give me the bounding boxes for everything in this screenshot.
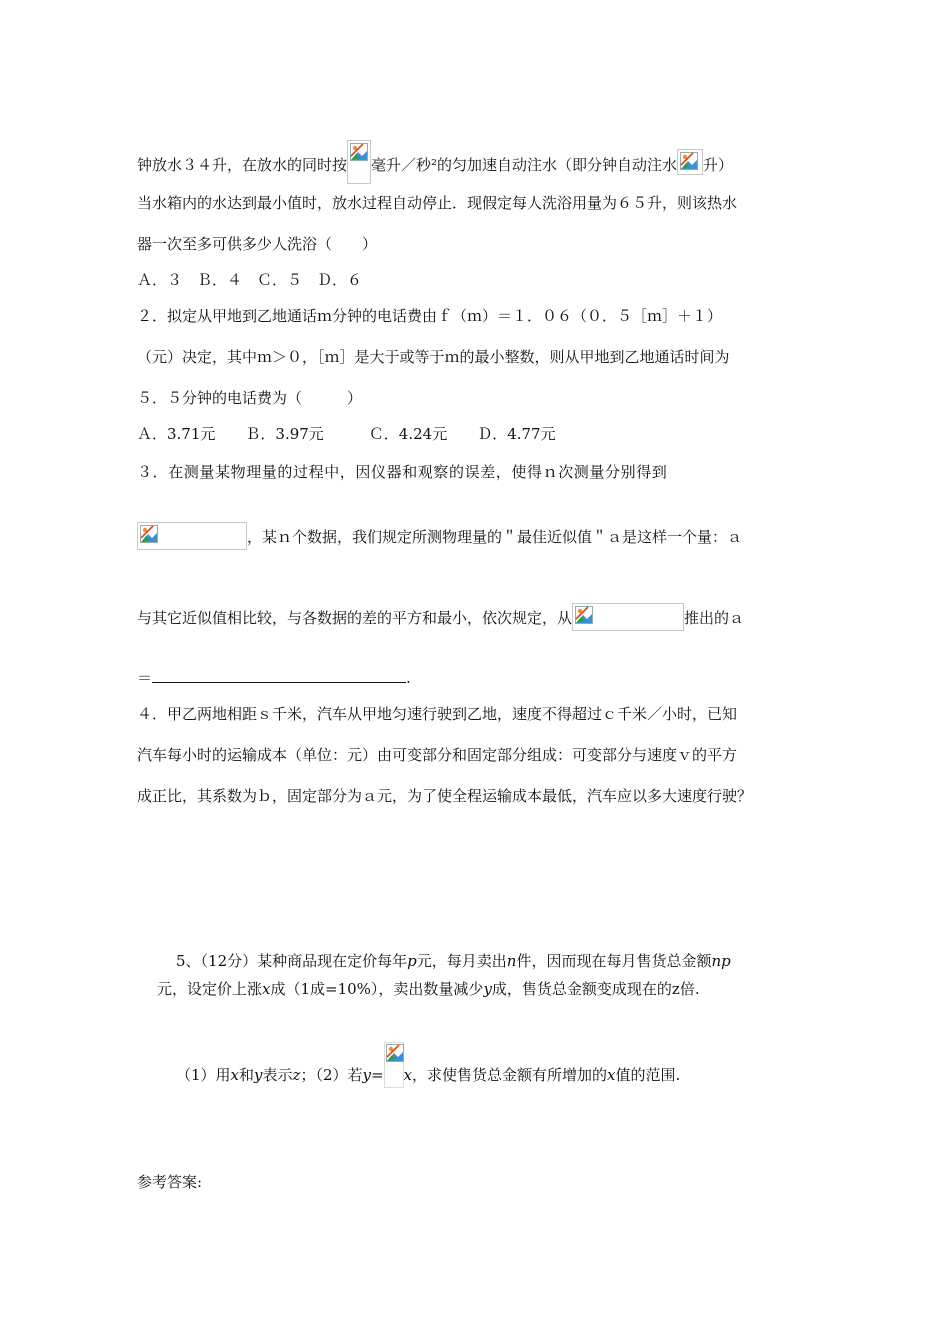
q3-line-1: ３．在测量某物理量的过程中，因仪器和观察的误差，使得ｎ次测量分别得到 (137, 463, 668, 481)
q3-line-4 (137, 668, 411, 688)
q1-line-1 (137, 140, 733, 184)
var-x: x (230, 1066, 240, 1084)
fraction-image (384, 1042, 404, 1088)
q3-line-3 (137, 603, 744, 631)
q5-text: ；（2）若 (300, 1066, 363, 1084)
var-z: z (292, 1066, 301, 1084)
var-x: x (262, 980, 271, 998)
formula-image (677, 149, 703, 175)
var-np: np (711, 952, 731, 970)
answer-title: 参考答案: (137, 1173, 203, 1191)
q5-line-3 (176, 1042, 680, 1088)
q5-text: （1）用 (176, 1066, 231, 1084)
formula-image (347, 140, 371, 184)
q3-line-2 (137, 522, 742, 550)
q5-text: ，求使售货总金额有所增加的 (412, 1066, 608, 1084)
q1-text-c: 升） (703, 156, 734, 174)
q5-line-1 (176, 951, 731, 971)
q2-line-2: （元）决定，其中ｍ＞０，［ｍ］是大于或等于ｍ的最小整数，则从甲地到乙地通话时间为 (137, 348, 730, 366)
q5-text: 成，售货总金额变成现在的z倍. (491, 980, 700, 998)
q1-line-3: 器一次至多可供多少人洗浴（ ） (137, 235, 378, 253)
q4-line-3: 成正比，其系数为ｂ，固定部分为ａ元，为了使全程运输成本最低，汽车应以多大速度行驶？ (137, 787, 753, 805)
q1-text-a: 钟放水３４升，在放水的同时按 (137, 156, 348, 174)
answer-blank (152, 668, 406, 683)
q5-text: 和 (239, 1066, 255, 1084)
q3-text-2: ，某ｎ个数据，我们规定所测物理量的＂最佳近似值＂ａ是这样一个量：ａ (247, 528, 743, 546)
q5-text: = (370, 1066, 384, 1084)
q4-line-1: ４．甲乙两地相距ｓ千米，汽车从甲地匀速行驶到乙地，速度不得超过ｃ千米／小时，已知 (137, 705, 738, 723)
formula-image (572, 603, 684, 631)
q4-line-2: 汽车每小时的运输成本（单位：元）由可变部分和固定部分组成：可变部分与速度ｖ的平方 (137, 746, 738, 764)
q3-text-3a: 与其它近似值相比较，与各数据的差的平方和最小，依次规定，从 (137, 609, 573, 627)
q1-text-b: 毫升／秒²的匀加速自动注水（即分钟自动注水 (371, 156, 678, 174)
var-x: x (607, 1066, 616, 1084)
q5-text: 件，因而现在每月售货总金额 (516, 952, 712, 970)
q3-equals: ＝ (137, 669, 153, 687)
q5-text: 5、（12分）某种商品现在定价每年 (176, 952, 408, 970)
q3-period: . (406, 669, 411, 687)
q2-line-1: ２．拟定从甲地到乙地通话ｍ分钟的电话费由ｆ（ｍ）＝１．０６（０．５［ｍ］＋１） (137, 307, 723, 325)
var-y: y (483, 980, 492, 998)
q5-text: 值的范围. (615, 1066, 681, 1084)
q3-text-3b: 推出的ａ (684, 609, 745, 627)
var-y: y (254, 1066, 263, 1084)
q5-text: 表示 (262, 1066, 293, 1084)
q5-text: 元，每月卖出 (416, 952, 507, 970)
q5-text: 成（1成=10%），卖出数量减少 (270, 980, 484, 998)
var-p: p (407, 952, 417, 970)
q5-line-2 (157, 979, 700, 999)
var-x: x (403, 1066, 413, 1084)
var-n: n (506, 952, 517, 970)
q1-options: Ａ．３ Ｂ．４ Ｃ．５ Ｄ．６ (137, 271, 363, 289)
formula-image (137, 522, 247, 550)
q2-line-3: ５．５分钟的电话费为（ ） (137, 389, 363, 407)
var-y: y (362, 1066, 371, 1084)
q1-line-2: 当水箱内的水达到最小值时，放水过程自动停止．现假定每人洗浴用量为６５升，则该热水 (137, 194, 738, 212)
q5-text: 元，设定价上涨 (157, 980, 263, 998)
q2-options: Ａ．3.71元 Ｂ．3.97元 Ｃ．4.24元 Ｄ．4.77元 (137, 425, 556, 443)
